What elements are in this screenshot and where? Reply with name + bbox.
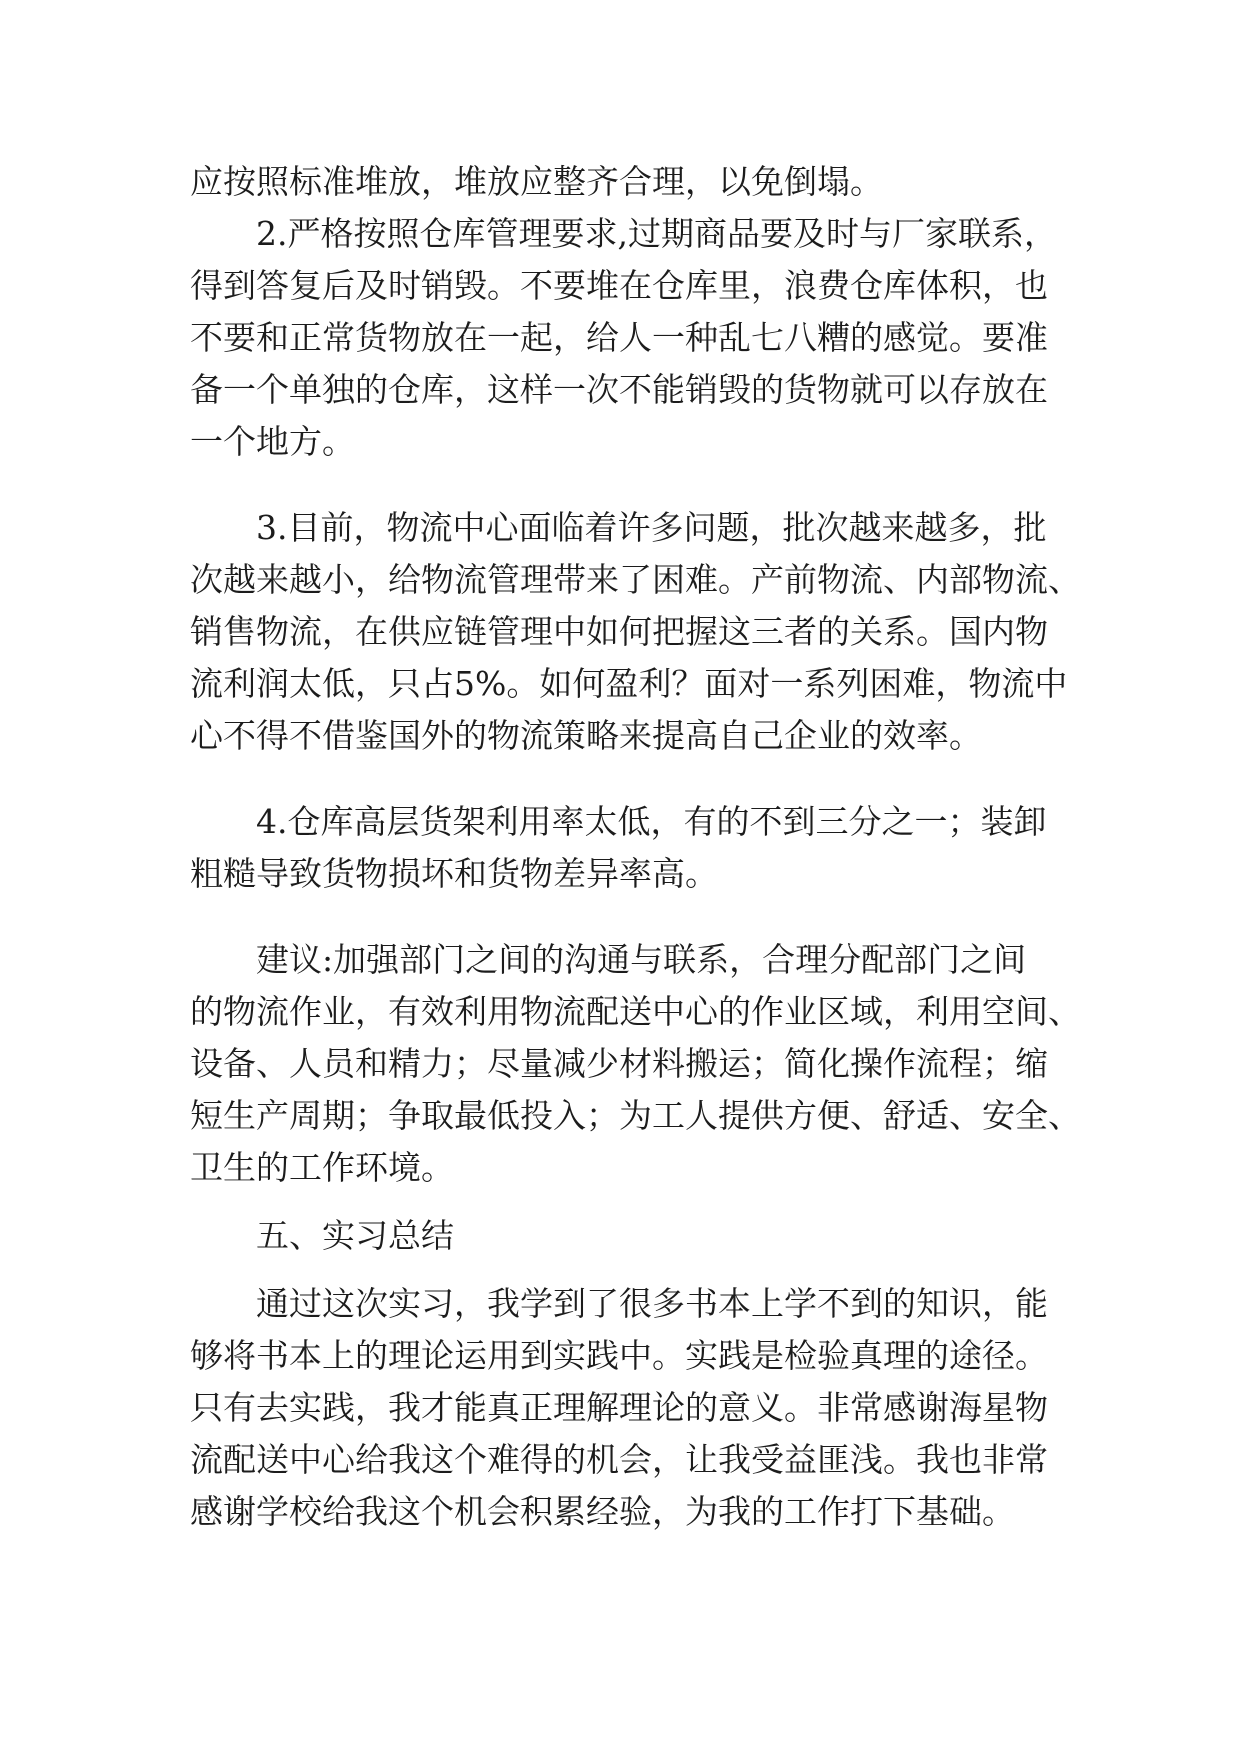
- text-line: 通过这次实习，我学到了很多书本上学不到的知识，能: [256, 1284, 1048, 1323]
- text-line: 备一个单独的仓库，这样一次不能销毁的货物就可以存放在: [190, 370, 1048, 409]
- text-line: 设备、人员和精力；尽量减少材料搬运；简化操作流程；缩: [190, 1044, 1048, 1083]
- text-line: 流配送中心给我这个难得的机会，让我受益匪浅。我也非常: [190, 1440, 1048, 1479]
- text-line: 够将书本上的理论运用到实践中。实践是检验真理的途径。: [190, 1336, 1048, 1375]
- text-line: 2.严格按照仓库管理要求,过期商品要及时与厂家联系，: [256, 214, 1057, 253]
- text-line: 4.仓库高层货架利用率太低，有的不到三分之一；装卸: [256, 802, 1047, 841]
- text-line: 感谢学校给我这个机会积累经验，为我的工作打下基础。: [190, 1492, 1015, 1531]
- text-line: 粗糙导致货物损坏和货物差异率高。: [190, 854, 718, 893]
- text-line: 次越来越小，给物流管理带来了困难。产前物流、内部物流、: [190, 560, 1081, 599]
- text-line: 只有去实践，我才能真正理解理论的意义。非常感谢海星物: [190, 1388, 1048, 1427]
- section-heading: 五、实习总结: [256, 1216, 454, 1255]
- text-line: 卫生的工作环境。: [190, 1148, 454, 1187]
- text-line: 心不得不借鉴国外的物流策略来提高自己企业的效率。: [190, 716, 982, 755]
- text-line: 流利润太低，只占5%。如何盈利？面对一系列困难，物流中: [190, 664, 1068, 703]
- text-line: 不要和正常货物放在一起，给人一种乱七八糟的感觉。要准: [190, 318, 1048, 357]
- text-line: 应按照标准堆放，堆放应整齐合理，以免倒塌。: [190, 162, 883, 201]
- text-line: 3.目前，物流中心面临着许多问题，批次越来越多，批: [256, 508, 1047, 547]
- text-line: 得到答复后及时销毁。不要堆在仓库里，浪费仓库体积，也: [190, 266, 1048, 305]
- text-line: 销售物流，在供应链管理中如何把握这三者的关系。国内物: [190, 612, 1048, 651]
- text-line: 一个地方。: [190, 422, 355, 461]
- text-line: 的物流作业，有效利用物流配送中心的作业区域，利用空间、: [190, 992, 1081, 1031]
- text-line: 建议:加强部门之间的沟通与联系，合理分配部门之间: [256, 940, 1027, 979]
- text-line: 短生产周期；争取最低投入；为工人提供方便、舒适、安全、: [190, 1096, 1081, 1135]
